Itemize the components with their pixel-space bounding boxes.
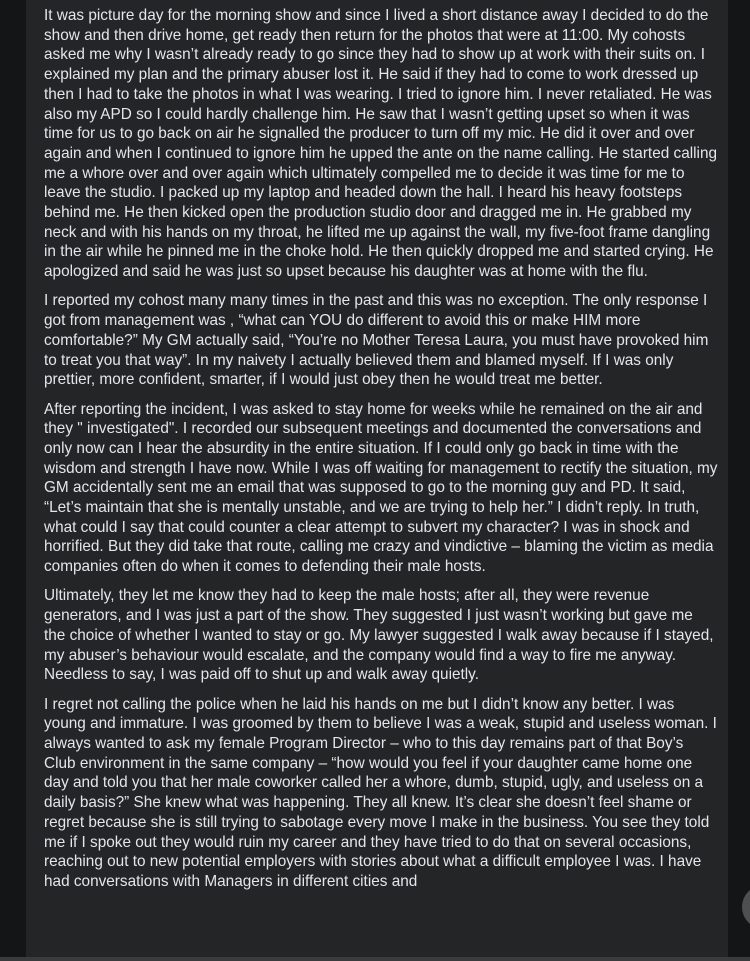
post-body <box>44 6 718 901</box>
left-gutter <box>0 0 26 961</box>
right-gutter <box>728 0 750 961</box>
paragraph-4: Ultimately, they let me know they had to keep the male hosts; after all, they were revenue generators, and I was just a part of the show. They suggested I just wasn’t working but gave me the choice of whether I wanted to stay or go. My lawyer suggested I walk away because if I stayed, my abuser’s behaviour would escalate, and the company would find a way to fire me anyway. Needless to say, I was paid off to shut up and walk away quietly. <box>44 587 714 684</box>
paragraph-2: I reported my cohost many many times in the past and this was no exception. The only response I got from management was , “what can YOU do different to avoid this or make HIM more comfortable?” My GM actually said, “You’re no Mother Teresa Laura, you must have provoked him to treat you that way”. In my naivety I actually believed them and blamed myself. If I was only prettier, more confident, smarter, if I would just obey then he would treat me better. <box>44 292 709 389</box>
post-card <box>26 0 728 961</box>
paragraph-3: After reporting the incident, I was asked to stay home for weeks while he remained on the air and they " investigated". I recorded our subsequent meetings and documented the conversations and only now can I hear the absurdity in the entire situation. If I could only go back in time with the wisdom and strength I have now. While I was off waiting for management to rectify the situation, my GM accidentally sent me an email that was supposed to go to the morning guy and PD. It said, “Let’s maintain that she is mentally unstable, and we are trying to help her.” I didn’t reply. In truth, what could I say that could counter a clear attempt to subvert my character? I was in shock and horrified. But they did take that route, calling me crazy and vindictive – blaming the victim as media companies often do when it comes to defending their male hosts. <box>44 400 718 576</box>
paragraph-1: It was picture day for the morning show and since I lived a short distance away I decided to do the show and then drive home, get ready then return for the photos that were at 11:00. My cohosts asked me why I wasn’t already ready to go since they had to show up at work with their suits on. I explained my plan and the primary abuser lost it. He said if they had to come to work dressed up then I had to take the photos in what I was wearing. I tried to ignore him. I never retaliated. He was also my APD so I could hardly challenge him. He saw that I wasn’t getting upset so when it was time for us to go back on air he signalled the producer to turn off my mic. He did it over and over again and when I continued to ignore him he upped the ante on the name calling. He started calling me a whore over and over again which ultimately compelled me to decide it was time for me to leave the studio. I packed up my laptop and headed down the hall. I heard his heavy footsteps behind me. He then kicked open the production studio door and dragged me in. He grabbed my neck and with his hands on my throat, he lifted me up against the wall, my five-foot frame dangling in the air while he pinned me in the choke hold. He then quickly dropped me and started crying. He apologized and said he was just so upset because his daughter was at home with the flu. <box>44 7 718 281</box>
paragraph-5: I regret not calling the police when he laid his hands on me but I didn’t know any better. I was young and immature. I was groomed by them to believe I was a weak, stupid and useless woman. I always wanted to ask my female Program Director – who to this day remains part of that Boy’s Club environment in the same company – “how would you feel if your daughter came home one day and told you that her male coworker called her a whore, dumb, stupid, ugly, and useless on a daily basis?” She knew what was happening. They all knew. It’s clear she doesn’t feel shame or regret because she is still trying to sabotage every move I make in the business. You see they told me if I spoke out they would ruin my career and they have tried to do that on several occasions, reaching out to new potential employers with stories about what a difficult employee I was. I have had conversations with Managers in different cities and <box>44 695 717 890</box>
bottom-edge <box>0 957 750 961</box>
